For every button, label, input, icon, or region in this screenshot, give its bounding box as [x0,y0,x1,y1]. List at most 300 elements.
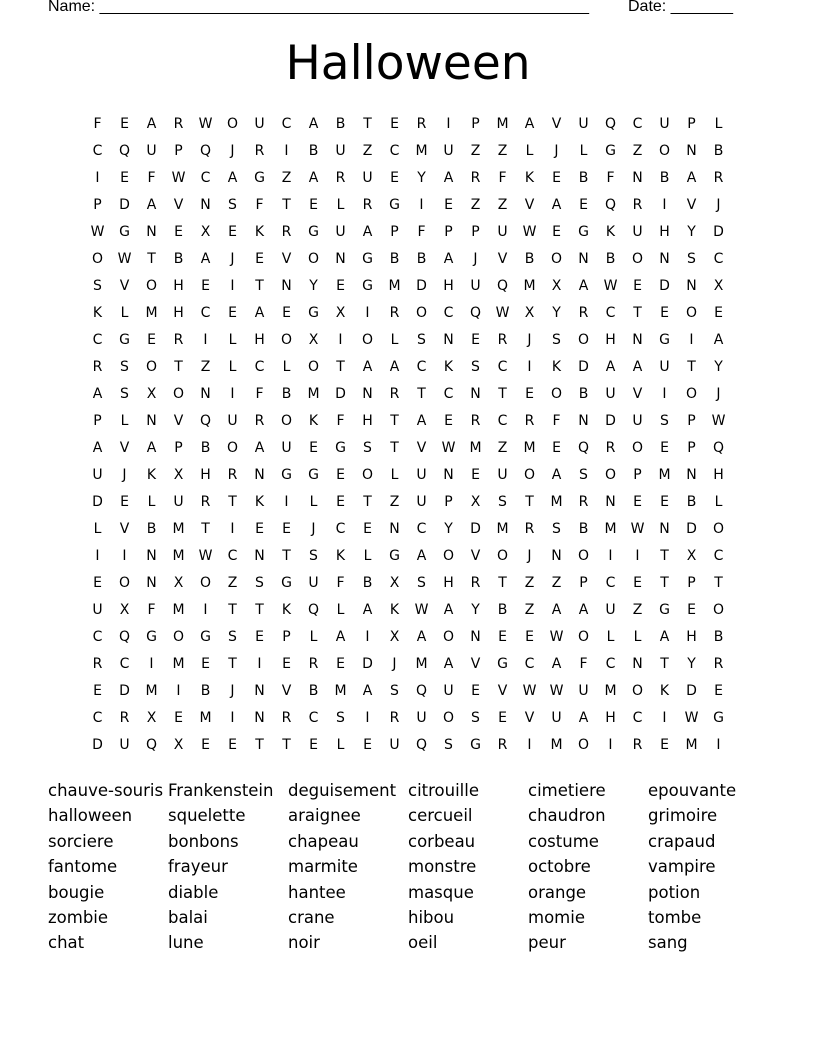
grid-letter: I [716,737,721,753]
grid-letter: F [579,656,588,672]
grid-row [84,705,732,732]
grid-letter: H [173,278,184,294]
grid-letter: H [362,413,373,429]
grid-letter: C [524,656,535,672]
grid-letter: P [444,494,453,510]
grid-letter: C [605,656,616,672]
grid-letter: S [471,710,480,726]
grid-letter: I [230,710,235,726]
grid-letter: G [308,467,319,483]
grid-letter: C [281,116,292,132]
grid-letter: J [230,251,235,267]
grid-letter: N [605,494,616,510]
grid-letter: O [658,143,671,159]
word-list-item: sang [648,933,688,953]
grid-letter: C [632,710,643,726]
grid-letter: D [686,521,697,537]
grid-letter: S [579,467,588,483]
grid-letter: F [498,170,507,186]
grid-letter: K [524,170,535,186]
grid-letter: Q [469,305,482,321]
grid-letter: R [497,332,508,348]
grid-letter: Z [227,575,238,591]
grid-letter: J [122,467,127,483]
grid-letter: E [93,683,102,699]
grid-letter: L [336,602,345,618]
word-list-item: epouvante [648,781,737,800]
grid-letter: C [443,386,454,402]
grid-letter: C [416,359,427,375]
word-list-row [48,930,788,955]
grid-letter: R [470,170,481,186]
grid-letter: E [552,224,561,240]
grid-letter: W [522,224,537,240]
grid-letter: V [524,197,535,213]
word-list-item: citrouille [408,781,480,800]
grid-letter: Z [470,197,481,213]
word-list-item: chauve-souris [48,781,164,800]
grid-letter: L [390,332,399,348]
grid-letter: Q [496,278,509,294]
word-list-item: cimetiere [528,781,606,800]
grid-letter: P [93,413,102,429]
grid-letter: P [687,413,696,429]
grid-letter: M [172,548,185,564]
grid-letter: G [281,575,292,591]
word-list-item: Frankenstein [168,781,274,800]
grid-letter: Z [551,575,562,591]
grid-letter: M [307,386,320,402]
word-list-item: vampire [648,857,716,877]
grid-letter: K [254,494,265,510]
grid-letter: D [92,494,103,510]
word-list-item: momie [528,907,585,927]
grid-letter: E [552,440,561,456]
grid-letter: C [713,251,724,267]
grid-letter: D [335,386,346,402]
grid-letter: L [714,116,723,132]
grid-letter: M [172,602,185,618]
grid-letter: I [662,710,667,726]
grid-letter: T [714,575,723,591]
grid-letter: N [146,548,157,564]
grid-letter: W [171,170,186,186]
grid-letter: C [443,305,454,321]
grid-row [84,732,732,759]
grid-letter: K [443,359,454,375]
grid-letter: N [146,413,157,429]
grid-letter: B [578,386,589,402]
header [0,0,816,20]
grid-letter: R [470,413,481,429]
grid-letter: I [419,197,424,213]
grid-letter: D [578,359,589,375]
grid-letter: P [687,575,696,591]
grid-row [84,192,732,219]
grid-letter: S [471,359,480,375]
grid-letter: X [173,575,184,591]
grid-letter: M [415,143,428,159]
grid-letter: Y [309,278,318,294]
grid-letter: N [632,332,643,348]
grid-letter: G [497,656,508,672]
grid-letter: C [92,629,103,645]
grid-letter: F [336,575,345,591]
word-list-item: deguisement [288,781,397,800]
word-list-item: cercueil [408,806,473,826]
grid-letter: E [336,467,345,483]
grid-letter: S [336,710,345,726]
grid-letter: E [309,197,318,213]
grid-letter: A [551,197,562,213]
date-field-label: Date: _______ [628,0,733,15]
grid-row [84,138,732,165]
grid-row [84,543,732,570]
grid-letter: A [659,629,670,645]
grid-letter: V [551,116,562,132]
grid-letter: M [145,683,158,699]
grid-row [84,651,732,678]
grid-letter: N [254,683,265,699]
grid-letter: R [497,737,508,753]
grid-letter: R [362,197,373,213]
grid-letter: U [443,143,454,159]
grid-letter: K [551,359,562,375]
word-list-item: fantome [48,857,118,877]
word-list-item: peur [528,933,566,953]
grid-letter: R [389,305,400,321]
grid-letter: N [200,197,211,213]
grid-letter: A [362,602,373,618]
grid-letter: C [92,143,103,159]
grid-letter: X [389,629,400,645]
grid-letter: A [92,440,103,456]
grid-letter: E [363,737,372,753]
grid-letter: U [605,386,616,402]
grid-letter: B [578,521,589,537]
grid-letter: K [335,548,346,564]
grid-letter: T [147,251,156,267]
grid-letter: R [92,656,103,672]
grid-letter: I [230,278,235,294]
grid-letter: G [362,278,373,294]
grid-letter: F [147,602,156,618]
grid-letter: A [308,116,319,132]
grid-letter: S [363,440,372,456]
grid-letter: S [228,629,237,645]
grid-letter: M [550,737,563,753]
word-list-item: halloween [48,806,133,826]
grid-letter: E [633,278,642,294]
grid-letter: S [444,737,453,753]
grid-letter: W [522,683,537,699]
word-list-item: marmite [288,857,358,877]
grid-letter: O [577,737,590,753]
grid-letter: O [172,629,185,645]
grid-letter: M [199,710,212,726]
grid-letter: O [442,548,455,564]
grid-letter: C [200,305,211,321]
grid-letter: A [92,386,103,402]
grid-letter: O [685,305,698,321]
grid-letter: N [470,386,481,402]
grid-letter: D [470,521,481,537]
grid-letter: T [255,602,264,618]
grid-letter: I [122,548,127,564]
grid-letter: R [470,575,481,591]
grid-letter: U [227,413,238,429]
grid-letter: E [552,170,561,186]
word-list-item: crapaud [648,831,716,851]
grid-letter: B [713,629,724,645]
grid-letter: F [93,116,102,132]
grid-letter: L [336,197,345,213]
grid-letter: I [257,656,262,672]
grid-letter: G [254,170,265,186]
grid-letter: V [416,440,427,456]
grid-letter: I [608,737,613,753]
grid-letter: R [92,359,103,375]
grid-letter: R [254,143,265,159]
grid-letter: T [228,656,237,672]
grid-letter: F [417,224,426,240]
grid-letter: R [713,656,724,672]
grid-letter: U [605,602,616,618]
word-list [48,778,788,956]
grid-letter: A [362,359,373,375]
grid-letter: J [716,386,721,402]
grid-letter: A [308,170,319,186]
grid-letter: T [336,359,345,375]
grid-letter: A [443,170,454,186]
grid-letter: A [578,602,589,618]
grid-letter: N [578,413,589,429]
grid-letter: B [578,170,589,186]
grid-letter: E [336,494,345,510]
grid-letter: G [659,332,670,348]
grid-letter: E [471,332,480,348]
grid-letter: O [523,467,536,483]
grid-letter: T [363,494,372,510]
grid-letter: A [254,440,265,456]
grid-letter: M [469,440,482,456]
grid-letter: C [200,170,211,186]
grid-letter: U [416,710,427,726]
grid-letter: B [308,143,319,159]
word-list-item: potion [648,882,701,902]
grid-letter: J [230,683,235,699]
grid-letter: E [201,656,210,672]
grid-letter: R [227,467,238,483]
grid-letter: X [551,278,562,294]
grid-letter: K [146,467,157,483]
grid-letter: D [605,413,616,429]
grid-letter: G [713,710,724,726]
grid-letter: Y [444,521,453,537]
grid-letter: G [659,602,670,618]
grid-letter: E [309,737,318,753]
grid-letter: U [632,413,643,429]
grid-letter: W [90,224,105,240]
word-list-item: balai [168,907,208,927]
grid-letter: S [120,386,129,402]
name-field-label: Name: _______________________________________________________ [48,0,589,15]
word-list-item: costume [528,831,599,851]
grid-letter: V [173,197,184,213]
grid-letter: T [228,602,237,618]
grid-letter: L [363,548,372,564]
grid-letter: Z [200,359,211,375]
grid-letter: A [524,116,535,132]
grid-letter: O [280,413,293,429]
grid-letter: B [200,440,211,456]
grid-letter: V [470,656,481,672]
grid-letter: E [660,305,669,321]
grid-letter: D [92,737,103,753]
grid-letter: B [524,251,535,267]
grid-letter: U [497,224,508,240]
grid-letter: A [146,440,157,456]
grid-letter: W [414,602,429,618]
grid-letter: I [149,656,154,672]
grid-letter: U [335,143,346,159]
grid-letter: R [281,224,292,240]
grid-letter: I [230,386,235,402]
grid-letter: X [713,278,724,294]
grid-letter: B [173,251,184,267]
grid-letter: C [632,116,643,132]
grid-letter: J [716,197,721,213]
grid-letter: U [119,737,130,753]
grid-letter: G [119,224,130,240]
grid-letter: K [281,602,292,618]
grid-letter: A [416,548,427,564]
grid-letter: F [255,386,264,402]
grid-letter: G [470,737,481,753]
grid-letter: Z [524,575,535,591]
word-list-item: lune [168,933,204,953]
grid-letter: G [281,467,292,483]
grid-letter: E [390,116,399,132]
grid-letter: X [146,710,157,726]
grid-letter: B [200,683,211,699]
grid-letter: V [497,251,508,267]
grid-letter: I [338,332,343,348]
grid-letter: A [362,224,373,240]
grid-letter: A [713,332,724,348]
grid-letter: T [660,575,669,591]
grid-letter: E [363,521,372,537]
grid-letter: H [254,332,265,348]
grid-letter: W [441,440,456,456]
grid-letter: E [525,386,534,402]
grid-letter: S [228,197,237,213]
grid-letter: B [362,575,373,591]
grid-letter: C [335,521,346,537]
grid-letter: V [119,521,130,537]
grid-letter: O [631,440,644,456]
grid-letter: B [146,521,157,537]
grid-letter: L [120,413,129,429]
grid-letter: U [470,278,481,294]
grid-letter: G [308,224,319,240]
grid-letter: H [605,332,616,348]
grid-letter: K [605,224,616,240]
grid-letter: S [390,683,399,699]
grid-letter: A [578,278,589,294]
word-list-item: hibou [408,907,455,927]
grid-letter: V [119,440,130,456]
grid-letter: M [550,494,563,510]
word-list-item: squelette [168,806,246,826]
grid-letter: T [417,386,426,402]
grid-row [84,435,732,462]
grid-letter: L [93,521,102,537]
grid-letter: V [173,413,184,429]
grid-row [84,246,732,273]
word-list-item: monstre [408,857,477,877]
grid-letter: M [523,440,536,456]
grid-letter: N [443,332,454,348]
grid-row [84,489,732,516]
grid-letter: K [659,683,670,699]
grid-letter: A [254,305,265,321]
grid-letter: O [91,251,104,267]
grid-letter: M [172,656,185,672]
grid-letter: T [174,359,183,375]
grid-letter: Z [497,143,508,159]
grid-letter: P [471,116,480,132]
grid-letter: O [118,575,131,591]
grid-letter: N [686,467,697,483]
grid-letter: C [497,413,508,429]
grid-letter: N [200,386,211,402]
grid-letter: P [93,197,102,213]
grid-letter: A [443,602,454,618]
grid-letter: U [308,575,319,591]
word-list-item: hantee [288,882,346,902]
grid-row [84,408,732,435]
grid-letter: P [687,440,696,456]
grid-letter: O [577,332,590,348]
grid-row [84,678,732,705]
grid-letter: Q [145,737,158,753]
grid-letter: H [686,629,697,645]
grid-letter: O [361,332,374,348]
grid-letter: P [282,629,291,645]
grid-letter: Q [307,602,320,618]
grid-letter: E [444,413,453,429]
grid-letter: I [203,602,208,618]
grid-letter: C [119,656,130,672]
grid-letter: O [442,710,455,726]
grid-letter: Q [415,683,428,699]
grid-letter: Y [714,359,723,375]
grid-letter: C [308,710,319,726]
grid-letter: Y [687,656,696,672]
grid-letter: U [551,710,562,726]
grid-letter: J [554,143,559,159]
grid-letter: E [228,224,237,240]
grid-letter: N [551,548,562,564]
grid-letter: A [335,629,346,645]
grid-letter: X [200,224,211,240]
grid-letter: E [687,602,696,618]
grid-letter: N [632,170,643,186]
grid-letter: I [635,548,640,564]
grid-letter: R [389,386,400,402]
grid-letter: G [362,251,373,267]
